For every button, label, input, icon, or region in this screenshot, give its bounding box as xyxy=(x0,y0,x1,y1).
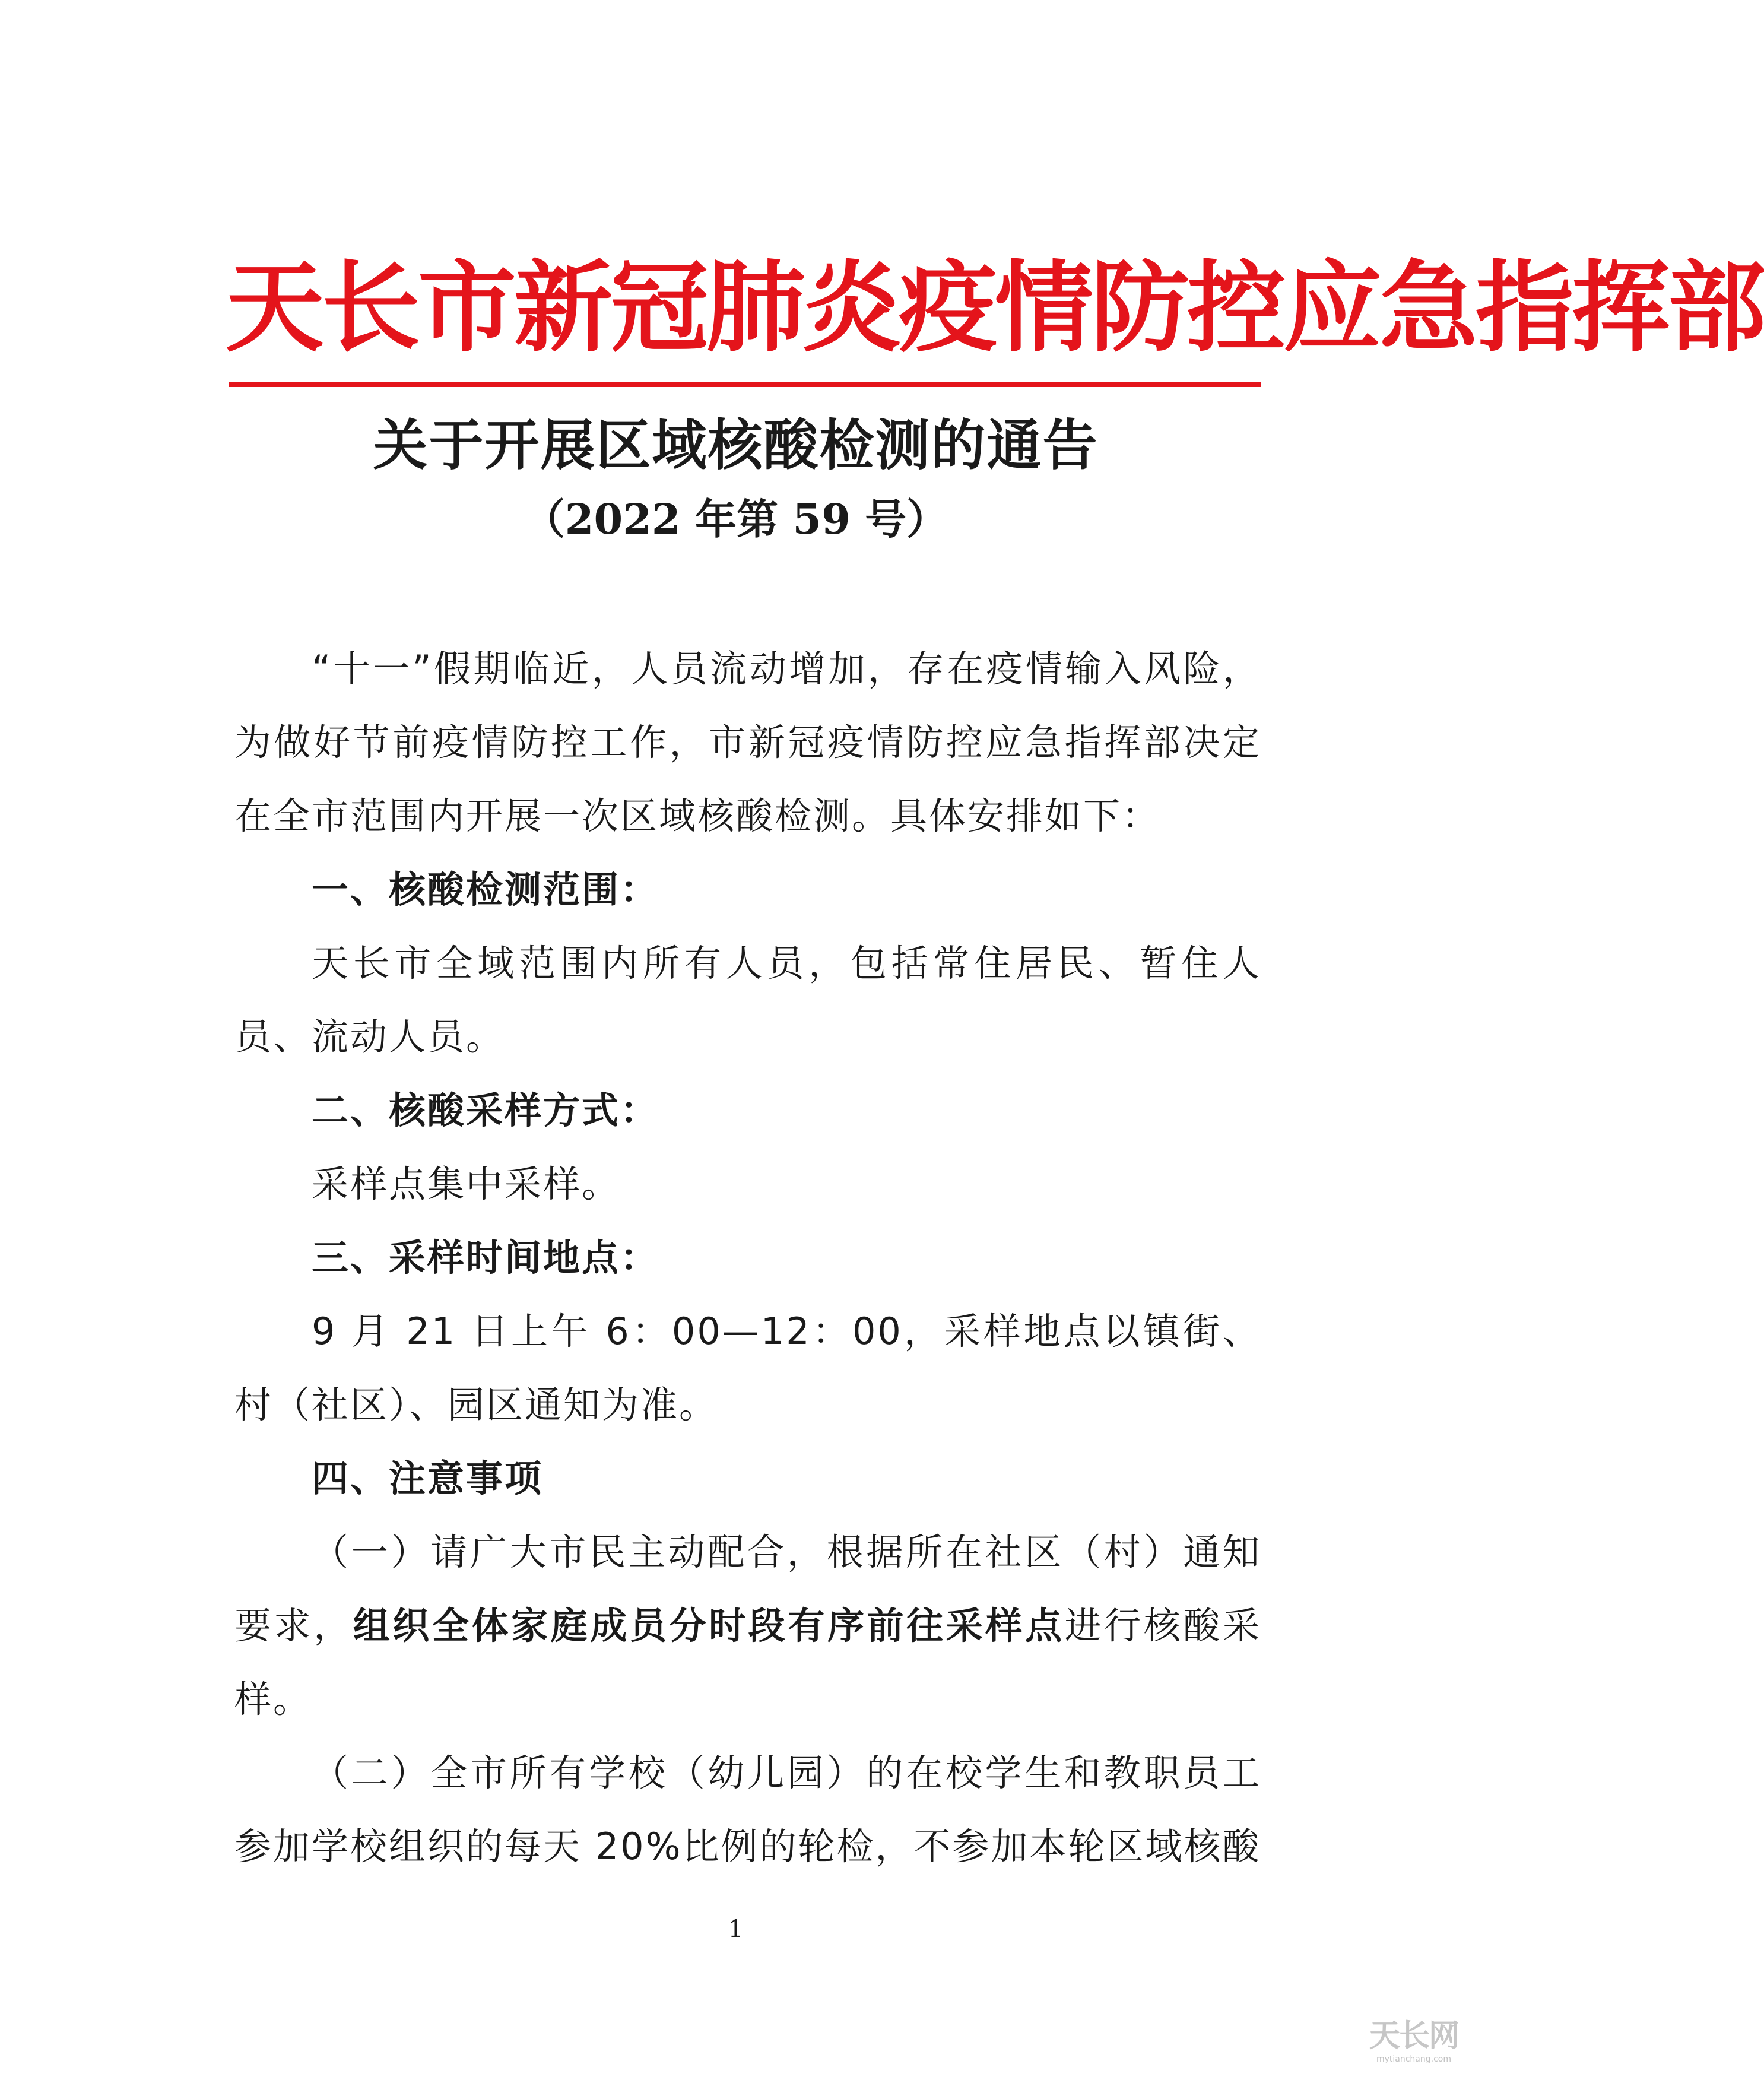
page-number: 1 xyxy=(728,1916,744,1943)
section-4-item-1-tail: 进行核酸采样。 xyxy=(234,1604,1261,1721)
document-number: （2022 年第 59 号） xyxy=(523,494,948,544)
red-header-rule xyxy=(229,382,1261,387)
document-title: 关于开展区域核酸检测的通告 xyxy=(373,413,1099,477)
section-4-item-1 xyxy=(234,1515,1261,1736)
watermark-logo xyxy=(1369,2018,1458,2065)
section-4-item-1-lead: （一）请广大市民主动配合，根据所在社区（村）通知要求， xyxy=(234,1530,1261,1647)
section-1-text: 天长市全域范围内所有人员，包括常住居民、暂住人员、流动人员。 xyxy=(234,941,1261,1058)
section-1-heading: 一、核酸检测范围： xyxy=(312,868,659,911)
section-4-item-2: （二）全市所有学校（幼儿园）的在校学生和教职员工参加学校组织的每天 20%比例的轮检，不参加本轮区域核酸 xyxy=(234,1751,1261,1868)
section-3-text: 9 月 21 日上午 6：00—12：00，采样地点以镇街、村（社区）、园区通知为准。 xyxy=(234,1309,1261,1426)
document-body xyxy=(234,632,1261,1884)
section-2-text: 采样点集中采样。 xyxy=(312,1162,621,1206)
intro-paragraph: “十一”假期临近，人员流动增加，存在疫情输入风险，为做好节前疫情防控工作，市新冠疫情防控应急指挥部决定在全市范围内开展一次区域核酸检测。具体安排如下： xyxy=(234,647,1261,838)
section-2-heading: 二、核酸采样方式： xyxy=(312,1089,659,1132)
section-3-heading: 三、采样时间地点： xyxy=(312,1236,659,1279)
section-4-item-1-emphasis: 组织全体家庭成员分时段有序前往采样点 xyxy=(353,1604,1065,1647)
watermark-main: 天长网 xyxy=(1369,2018,1459,2054)
watermark-sub: mytianchang.com xyxy=(1376,2054,1451,2064)
agency-header: 天长市新冠肺炎疫情防控应急指挥部 xyxy=(226,251,1764,366)
section-4-heading: 四、注意事项 xyxy=(312,1457,544,1500)
